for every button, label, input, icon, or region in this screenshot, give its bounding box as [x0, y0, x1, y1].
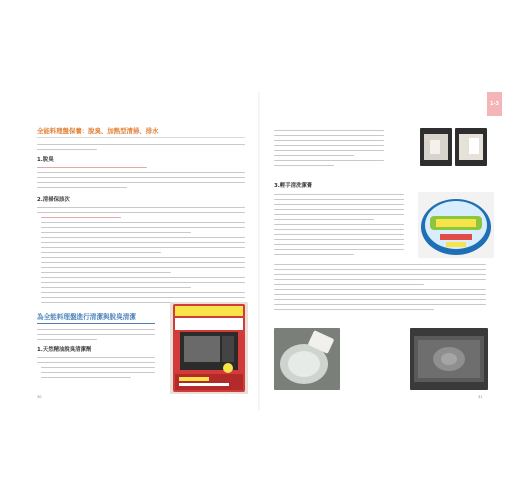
text-line	[41, 277, 245, 278]
text-line	[274, 244, 404, 245]
text-line	[41, 252, 161, 253]
text-line	[41, 287, 191, 288]
text-line	[274, 224, 404, 225]
text-line	[274, 234, 404, 235]
left-page	[17, 92, 259, 410]
book-spread	[17, 92, 502, 410]
text-line	[37, 149, 97, 150]
text-line	[274, 194, 404, 195]
oven-interior-photo	[410, 328, 488, 390]
text-line	[41, 302, 181, 303]
text-line	[41, 367, 155, 368]
left-page-blue-heading: 為全能料理盤進行清潔與脫臭清潔	[37, 313, 136, 321]
section-heading-2: 2.清掃保該次	[37, 197, 70, 203]
text-line	[41, 242, 245, 243]
text-line	[274, 214, 404, 215]
text-line	[41, 282, 245, 283]
text-line	[37, 357, 155, 358]
text-line	[274, 145, 384, 146]
text-line	[37, 339, 97, 340]
text-line	[274, 204, 404, 205]
right-page	[260, 92, 502, 410]
text-line	[37, 182, 245, 183]
text-line	[41, 297, 245, 298]
cleaner-package-photo	[170, 302, 248, 394]
text-line	[41, 292, 245, 293]
text-line	[37, 172, 245, 173]
text-line	[274, 269, 486, 270]
text-line	[41, 272, 171, 273]
right-section-heading: 3.輕手清洗潔膏	[274, 183, 313, 189]
wipe-photo-before	[420, 128, 452, 166]
text-line	[37, 362, 155, 363]
text-line	[274, 284, 424, 285]
text-line	[41, 267, 245, 268]
sponge-cleaning-photo	[274, 328, 340, 390]
text-line	[274, 299, 486, 300]
highlight-line	[41, 217, 121, 218]
wipe-photo-after	[455, 128, 487, 166]
left-page-title: 全能料理盤保養：脫臭、加熱型清掃、排水	[37, 127, 159, 135]
text-line	[41, 262, 245, 263]
text-line	[274, 274, 486, 275]
text-line	[274, 279, 486, 280]
text-line	[274, 264, 486, 265]
section-heading-3: 1.天然精油脫臭清潔劑	[37, 347, 92, 353]
text-line	[274, 229, 404, 230]
text-line	[274, 155, 354, 156]
text-line	[274, 219, 374, 220]
cleaner-tin-photo	[418, 192, 494, 258]
text-line	[41, 372, 155, 373]
text-line	[274, 254, 354, 255]
text-line	[274, 130, 384, 131]
text-line	[274, 140, 384, 141]
text-line	[274, 150, 384, 151]
text-line	[37, 212, 245, 213]
text-line	[274, 165, 334, 166]
highlight-line	[37, 167, 147, 168]
section-heading-1: 1.脫臭	[37, 157, 54, 163]
text-line	[274, 289, 486, 290]
text-line	[274, 209, 404, 210]
text-line	[274, 160, 384, 161]
text-line	[37, 334, 155, 335]
text-line	[37, 207, 245, 208]
chapter-side-tab: 1-3	[487, 92, 502, 116]
text-line	[274, 249, 404, 250]
text-line	[41, 227, 245, 228]
left-page-number: 30	[37, 395, 42, 399]
text-line	[41, 257, 245, 258]
text-line	[274, 304, 486, 305]
text-line	[41, 377, 131, 378]
text-line	[274, 135, 384, 136]
text-line	[274, 294, 486, 295]
text-line	[37, 329, 155, 330]
text-line	[41, 247, 245, 248]
text-line	[274, 309, 434, 310]
text-line	[37, 177, 245, 178]
title-rule	[37, 137, 245, 138]
text-line	[41, 222, 245, 223]
text-line	[37, 187, 127, 188]
text-line	[274, 199, 404, 200]
text-line	[37, 144, 245, 145]
text-line	[41, 237, 245, 238]
text-line	[41, 232, 191, 233]
blue-heading-rule	[37, 323, 155, 324]
right-page-number: 31	[478, 395, 483, 399]
text-line	[274, 239, 404, 240]
